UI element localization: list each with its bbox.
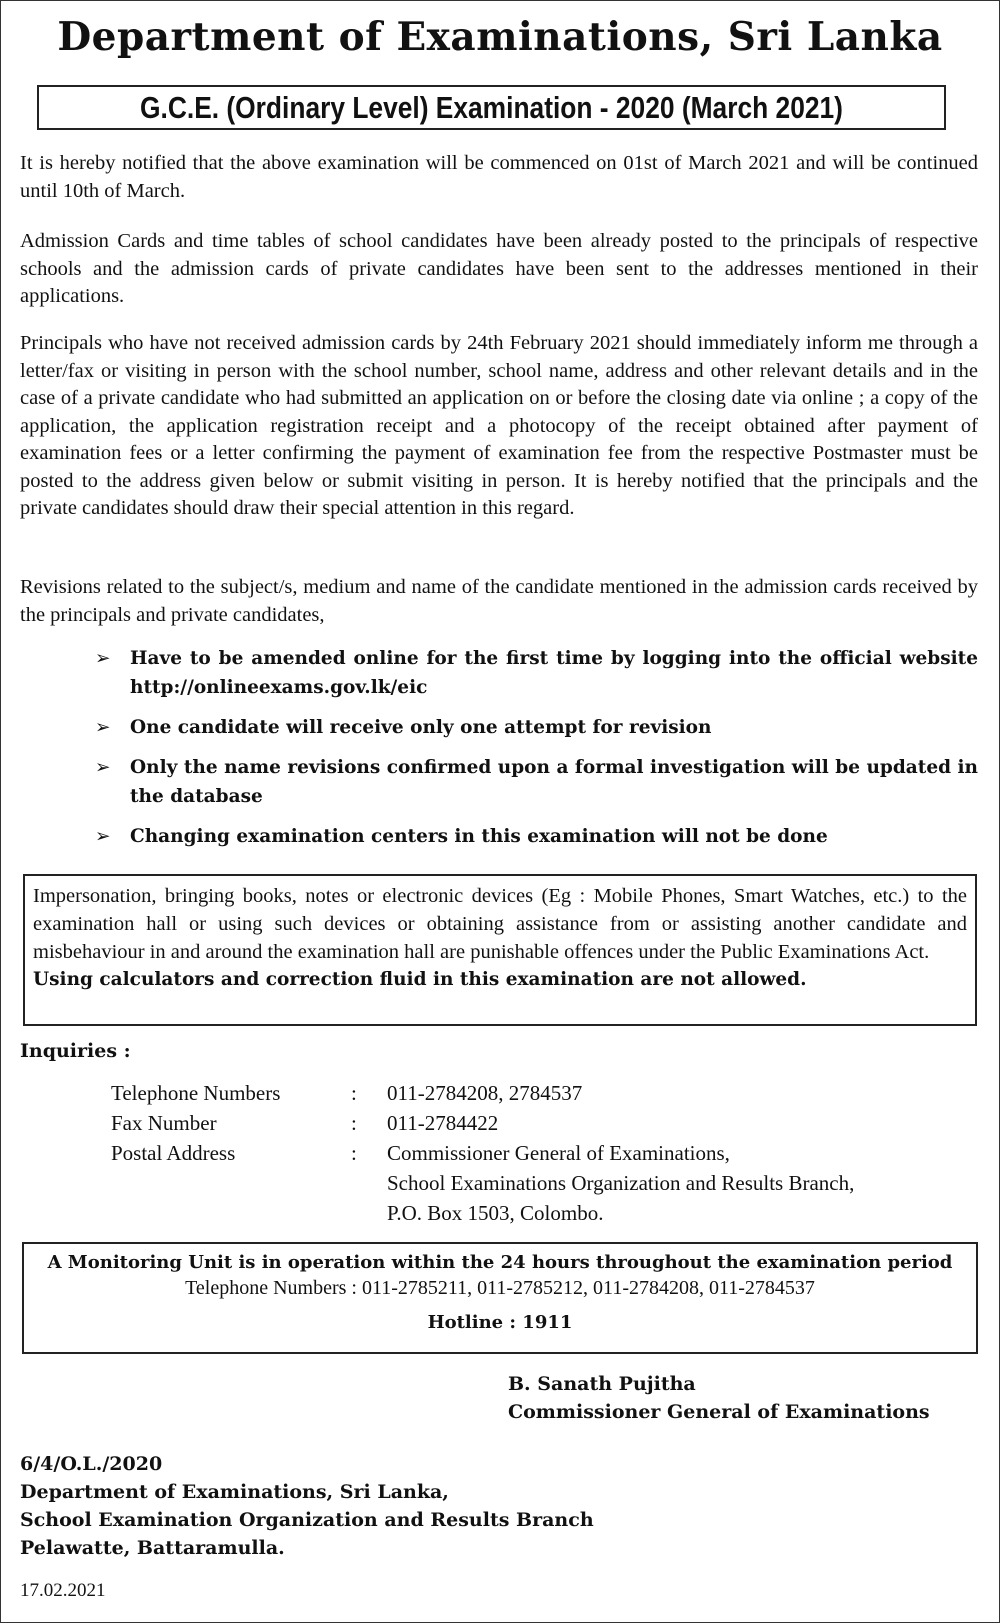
- offences-text: Impersonation, bringing books, notes or electronic devices (Eg : Mobile Phones, Smart Watches, etc.) to the examination hall or using such devices or obtaining assistance from or assisting another candidate and misbehaviour in and around the examination hall are punishable offences under the Public Examinations Act.: [33, 885, 967, 963]
- telephone-row: [111, 1078, 854, 1108]
- monitoring-telephones: Telephone Numbers : 011-2785211, 011-2785212, 011-2784208, 011-2784537: [185, 1277, 815, 1299]
- bullet-item: [95, 644, 978, 702]
- arrow-bullet-icon: ➢: [95, 757, 111, 778]
- exam-subtitle: G.C.E. (Ordinary Level) Examination - 2020 (March 2021): [140, 90, 843, 125]
- bullet-text: Changing examination centers in this examination will not be done: [130, 826, 828, 847]
- footer-line: School Examination Organization and Results Branch: [20, 1509, 594, 1531]
- telephone-label: Telephone Numbers: [111, 1081, 281, 1105]
- reference-number: 6/4/O.L./2020: [20, 1453, 163, 1475]
- arrow-bullet-icon: ➢: [95, 648, 111, 669]
- page-title: Department of Examinations, Sri Lanka: [57, 14, 943, 60]
- address-line: School Examinations Organization and Results Branch,: [387, 1171, 855, 1195]
- bullet-text: Have to be amended online for the first time by logging into the official website http://onlineexams.gov.lk/eic: [130, 648, 978, 698]
- bullet-item: [95, 713, 978, 742]
- telephone-value: 011-2784208, 2784537: [387, 1081, 583, 1105]
- address-line: P.O. Box 1503, Colombo.: [387, 1201, 604, 1225]
- fax-value: 011-2784422: [387, 1111, 499, 1135]
- footer-line: Pelawatte, Battaramulla.: [20, 1537, 285, 1559]
- hotline: Hotline : 1911: [427, 1312, 573, 1333]
- fax-row: [111, 1108, 854, 1138]
- paragraph-not-received: Principals who have not received admission cards by 24th February 2021 should immediately inform me through a letter/fax or visiting in person with the school number, school name, address and other relevant details and in the case of a private candidate who had submitted an application on or before the closing date via online ; a copy of the application, the application registration receipt and a photocopy of the receipt obtained after payment of examination fees or a letter confirming the payment of examination fee from the respective Postmaster must be posted to the address given below or submit visiting in person. It is hereby notified that the principals and the private candidates should draw their special attention in this regard.: [20, 332, 978, 519]
- separator: :: [351, 1081, 357, 1105]
- address-line: Commissioner General of Examinations,: [387, 1141, 730, 1165]
- signatory-name: B. Sanath Pujitha: [508, 1373, 696, 1395]
- bullet-item: [95, 753, 978, 811]
- address-row: [111, 1138, 854, 1228]
- paragraph-admission-cards: Admission Cards and time tables of school candidates have been already posted to the principals of respective schools and the admission cards of private candidates have been sent to the addresses mentioned in their applications.: [20, 230, 978, 307]
- fax-label: Fax Number: [111, 1111, 217, 1135]
- footer-address: [20, 1450, 594, 1562]
- separator: :: [351, 1141, 357, 1165]
- paragraph-revisions: Revisions related to the subject/s, medium and name of the candidate mentioned in the admission cards received by the principals and private candidates,: [20, 576, 978, 626]
- notice-date: 17.02.2021: [20, 1580, 106, 1601]
- separator: :: [351, 1111, 357, 1135]
- address-label: Postal Address: [111, 1141, 236, 1165]
- monitoring-unit-box: [22, 1242, 978, 1354]
- arrow-bullet-icon: ➢: [95, 717, 111, 738]
- address-value: [387, 1138, 854, 1228]
- arrow-bullet-icon: ➢: [95, 826, 111, 847]
- bullet-text: One candidate will receive only one attempt for revision: [130, 717, 712, 738]
- bullet-item: [95, 822, 978, 851]
- revision-bullet-list: [95, 644, 978, 862]
- signatory-title: Commissioner General of Examinations: [508, 1401, 930, 1423]
- signature-block: [508, 1370, 930, 1426]
- paragraph-commencement: It is hereby notified that the above examination will be commenced on 01st of March 2021 and will be continued until 10th of March.: [20, 152, 978, 202]
- exam-subtitle-box: [37, 85, 946, 130]
- offences-notice-box: [23, 874, 977, 1026]
- inquiries-table: [111, 1078, 854, 1228]
- monitoring-heading: A Monitoring Unit is in operation within the 24 hours throughout the examination period: [47, 1252, 953, 1273]
- inquiries-heading: Inquiries :: [20, 1040, 131, 1062]
- footer-line: Department of Examinations, Sri Lanka,: [20, 1481, 449, 1503]
- bullet-text: Only the name revisions confirmed upon a formal investigation will be updated in the database: [130, 757, 978, 807]
- calculators-warning: Using calculators and correction fluid in this examination are not allowed.: [33, 969, 807, 990]
